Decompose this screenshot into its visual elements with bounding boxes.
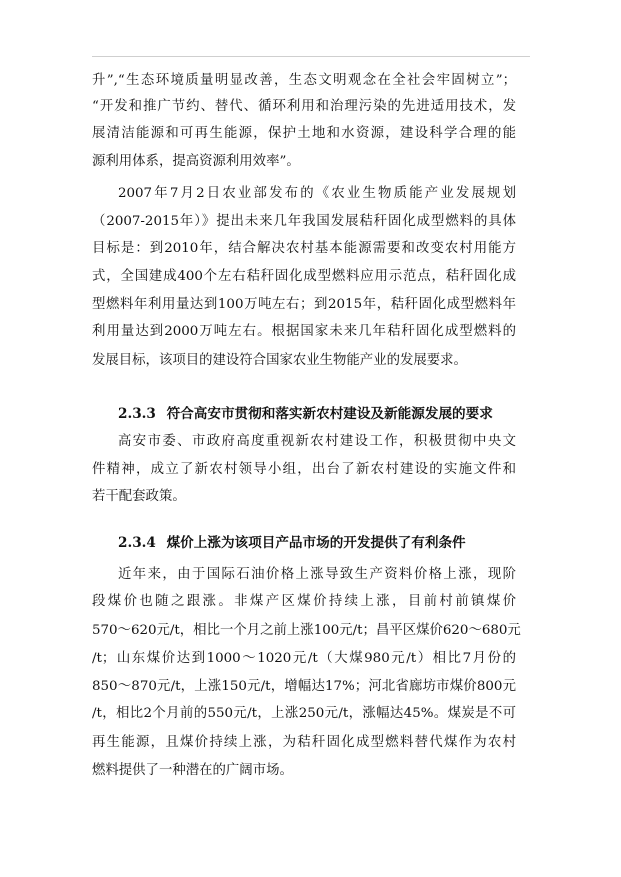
paragraph-line: 展清洁能源和可再生能源，保护土地和水资源，建设科学合理的能 <box>92 126 516 141</box>
section-heading-2-3-4 <box>118 534 466 552</box>
paragraph-line: 式，全国建成400个左右秸秆固化成型燃料应用示范点，秸秆固化成 <box>92 269 516 284</box>
section-number: 2.3.4 <box>118 535 156 551</box>
paragraph-line: 2007年7月2日农业部发布的《农业生物质能产业发展规划 <box>118 186 516 201</box>
paragraph-line: 再生能源，且煤价持续上涨，为秸秆固化成型燃料替代煤作为农村 <box>92 735 516 750</box>
paragraph-line: /t，相比2个月前的550元/t，上涨250元/t，涨幅达45%。煤炭是不可 <box>92 706 516 721</box>
section-title: 符合高安市贯彻和落实新农村建设及新能源发展的要求 <box>166 406 493 422</box>
paragraph-line: 利用量达到2000万吨左右。根据国家未来几年秸秆固化成型燃料的 <box>92 324 516 339</box>
paragraph-line: 源利用体系，提高资源利用效率”。 <box>92 154 300 169</box>
paragraph-line: 型燃料年利用量达到100万吨左右；到2015年，秸秆固化成型燃料年 <box>92 297 516 312</box>
paragraph-line: 近年来，由于国际石油价格上涨导致生产资料价格上涨，现阶 <box>118 567 516 582</box>
section-number: 2.3.3 <box>118 406 156 422</box>
paragraph-line: 850～870元/t，上涨150元/t，增幅达17%；河北省廊坊市煤价800元 <box>92 679 516 694</box>
paragraph-line: 发展目标，该项目的建设符合国家农业生物能产业的发展要求。 <box>92 353 467 368</box>
paragraph-line: 高安市委、市政府高度重视新农村建设工作，积极贯彻中央文 <box>118 434 516 449</box>
paragraph-line: 件精神，成立了新农村领导小组，出台了新农村建设的实施文件和 <box>92 462 516 477</box>
paragraph-line: 若干配套政策。 <box>92 489 186 504</box>
paragraph-line: 目标是：到2010年，结合解决农村基本能源需要和改变农村用能方 <box>92 241 516 256</box>
paragraph-line: 570～620元/t，相比一个月之前上涨100元/t；昌平区煤价620～680元 <box>92 623 521 638</box>
paragraph-line: 段煤价也随之跟涨。非煤产区煤价持续上涨，目前村前镇煤价 <box>92 594 516 609</box>
paragraph-line: （2007-2015年）》提出未来几年我国发展秸秆固化成型燃料的具体 <box>92 214 516 229</box>
header-divider <box>92 56 530 57</box>
section-title: 煤价上涨为该项目产品市场的开发提供了有利条件 <box>166 535 466 551</box>
paragraph-line: 升”,“生态环境质量明显改善，生态文明观念在全社会牢固树立”； <box>92 73 516 88</box>
paragraph-line: 燃料提供了一种潜在的广阔市场。 <box>92 763 293 778</box>
paragraph-line: “开发和推广节约、替代、循环利用和治理污染的先进适用技术，发 <box>92 99 516 114</box>
section-heading-2-3-3 <box>118 405 493 423</box>
paragraph-line: /t；山东煤价达到1000～1020元/t（大煤980元/t）相比7月份的 <box>92 651 516 666</box>
